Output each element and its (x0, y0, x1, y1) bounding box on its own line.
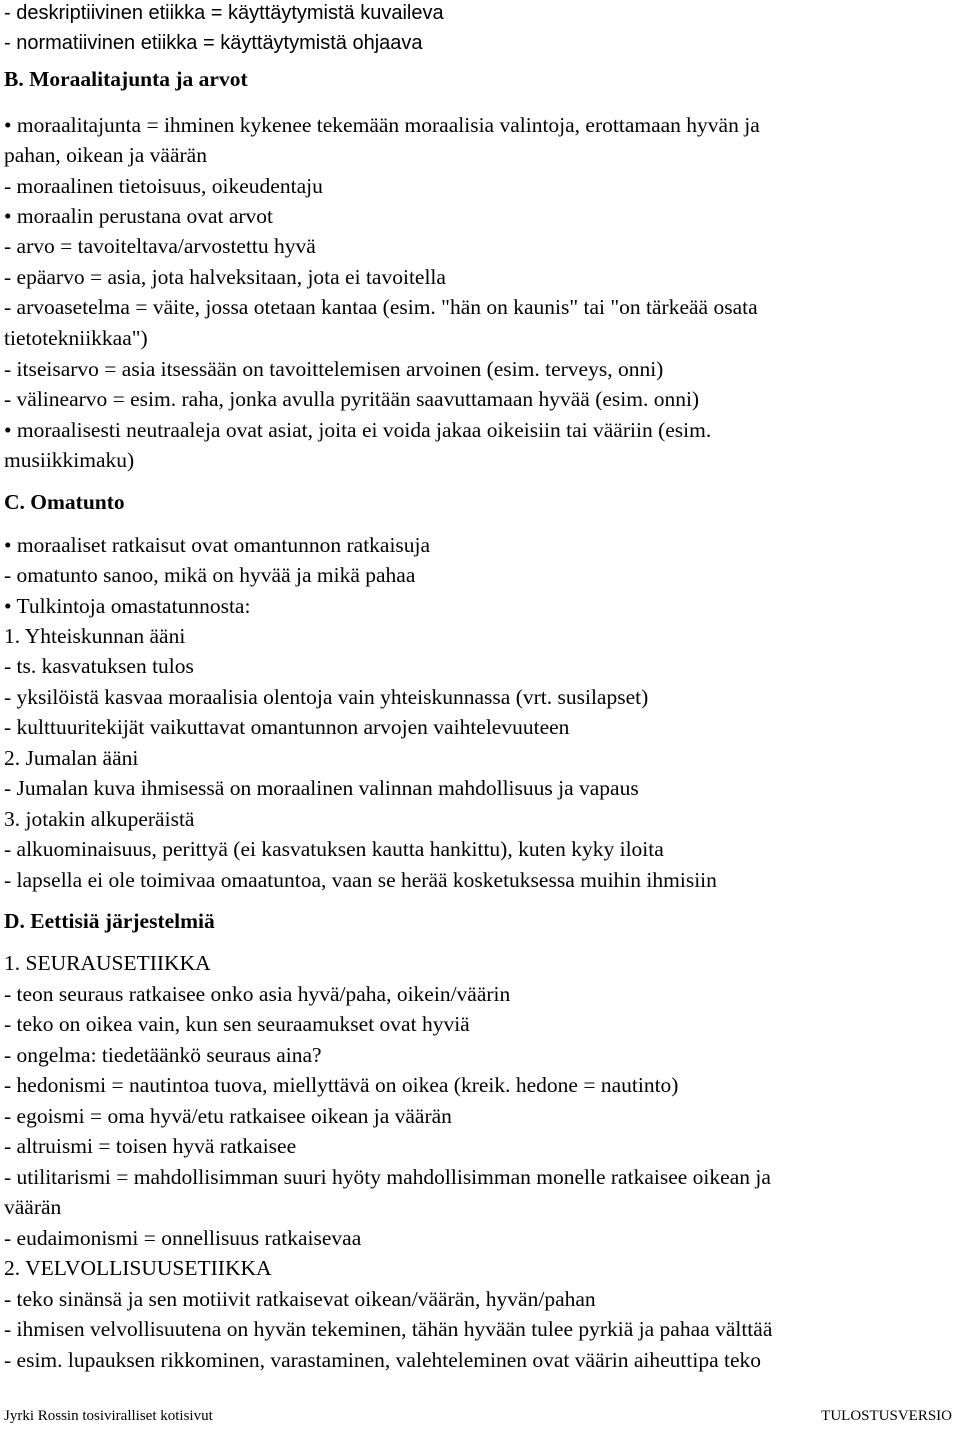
text-line: 3. jotakin alkuperäistä (4, 807, 195, 831)
text-line: 2. VELVOLLISUUSETIIKKA (4, 1256, 272, 1280)
text-line: - ongelma: tiedetäänkö seuraus aina? (4, 1043, 322, 1067)
text-line: • moraalin perustana ovat arvot (4, 204, 274, 228)
text-line: - egoismi = oma hyvä/etu ratkaisee oikean ja väärän (4, 1104, 452, 1128)
section-heading: D. Eettisiä järjestelmiä (4, 909, 215, 933)
text-line: - lapsella ei ole toimivaa omaatuntoa, vaan se herää kosketuksessa muihin ihmisiin (4, 868, 717, 892)
text-line: - yksilöistä kasvaa moraalisia olentoja vain yhteiskunnassa (vrt. susilapset) (4, 685, 649, 709)
section-heading: B. Moraalitajunta ja arvot (4, 67, 248, 91)
text-line: 1. Yhteiskunnan ääni (4, 624, 186, 648)
text-line: - eudaimonismi = onnellisuus ratkaisevaa (4, 1226, 362, 1250)
text-line: - normatiivinen etiikka = käyttäytymistä ohjaava (4, 32, 423, 54)
text-line: - kulttuuritekijät vaikuttavat omantunnon arvojen vaihtelevuuteen (4, 715, 570, 739)
text-line: • moraalisesti neutraaleja ovat asiat, joita ei voida jakaa oikeisiin tai vääriin (esim. (4, 418, 712, 442)
text-line: - omatunto sanoo, mikä on hyvää ja mikä pahaa (4, 563, 416, 587)
footer-site-name: Jyrki Rossin tosiviralliset kotisivut (4, 1408, 213, 1424)
text-line: 1. SEURAUSETIIKKA (4, 951, 211, 975)
text-line: - utilitarismi = mahdollisimman suuri hyöty mahdollisimman monelle ratkaisee oikean ja (4, 1165, 771, 1189)
text-line: väärän (4, 1195, 62, 1219)
footer-print-label: TULOSTUSVERSIO (821, 1408, 952, 1424)
text-line: • Tulkintoja omastatunnosta: (4, 594, 251, 618)
text-line: - deskriptiivinen etiikka = käyttäytymistä kuvaileva (4, 2, 444, 24)
text-line: - esim. lupauksen rikkominen, varastaminen, valehteleminen ovat väärin aiheuttipa teko (4, 1348, 762, 1372)
text-line: - epäarvo = asia, jota halveksitaan, jota ei tavoitella (4, 265, 446, 289)
text-line: - itseisarvo = asia itsessään on tavoittelemisen arvoinen (esim. terveys, onni) (4, 357, 664, 381)
text-line: - moraalinen tietoisuus, oikeudentaju (4, 174, 323, 198)
text-line: - arvoasetelma = väite, jossa otetaan kantaa (esim. "hän on kaunis" tai "on tärkeää osata (4, 295, 758, 319)
text-line: 2. Jumalan ääni (4, 746, 139, 770)
text-line: • moraalitajunta = ihminen kykenee tekemään moraalisia valintoja, erottamaan hyvän ja (4, 113, 760, 137)
text-line: tietotekniikkaa") (4, 326, 148, 350)
text-line: • moraaliset ratkaisut ovat omantunnon ratkaisuja (4, 533, 431, 557)
text-line: - Jumalan kuva ihmisessä on moraalinen valinnan mahdollisuus ja vapaus (4, 776, 639, 800)
text-line: - teon seuraus ratkaisee onko asia hyvä/paha, oikein/väärin (4, 982, 511, 1006)
text-line: musiikkimaku) (4, 448, 135, 472)
text-line: pahan, oikean ja väärän (4, 143, 207, 167)
text-line: - ts. kasvatuksen tulos (4, 654, 194, 678)
text-line: - altruismi = toisen hyvä ratkaisee (4, 1134, 297, 1158)
text-line: - ihmisen velvollisuutena on hyvän tekeminen, tähän hyvään tulee pyrkiä ja pahaa välttää (4, 1317, 773, 1341)
text-line: - alkuominaisuus, perittyä (ei kasvatuksen kautta hankittu), kuten kyky iloita (4, 837, 664, 861)
section-heading: C. Omatunto (4, 490, 125, 514)
text-line: - teko on oikea vain, kun sen seuraamukset ovat hyviä (4, 1012, 470, 1036)
text-line: - hedonismi = nautintoa tuova, miellyttävä on oikea (kreik. hedone = nautinto) (4, 1073, 679, 1097)
text-line: - arvo = tavoiteltava/arvostettu hyvä (4, 234, 316, 258)
text-line: - teko sinänsä ja sen motiivit ratkaisevat oikean/väärän, hyvän/pahan (4, 1287, 596, 1311)
text-line: - välinearvo = esim. raha, jonka avulla pyritään saavuttamaan hyvää (esim. onni) (4, 387, 700, 411)
